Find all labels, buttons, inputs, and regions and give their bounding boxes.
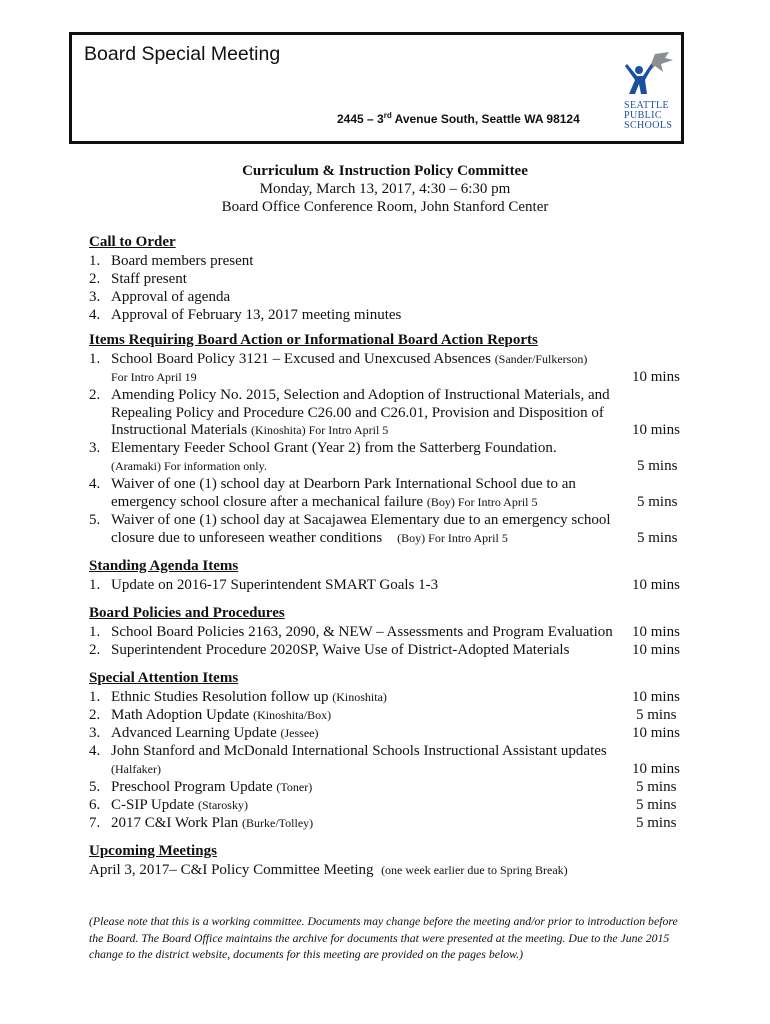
item-duration: 5 mins [636, 815, 677, 831]
item-number: 1. [89, 689, 101, 705]
logo-text-line: SCHOOLS [624, 120, 673, 131]
section-title-call-to-order: Call to Order [89, 234, 176, 250]
item-duration: 10 mins [632, 624, 680, 640]
agenda-item: School Board Policies 2163, 2090, & NEW – Assessments and Program Evaluation [111, 624, 613, 640]
agenda-item: Waiver of one (1) school day at Sacajawea Elementary due to an emergency school [111, 512, 611, 528]
agenda-item: Board members present [111, 253, 254, 269]
agenda-item: Approval of agenda [111, 289, 231, 305]
item-number: 1. [89, 351, 101, 367]
agenda-item-continuation: emergency school closure after a mechanical failure (Boy) For Intro April 5 [111, 494, 538, 510]
item-number: 6. [89, 797, 101, 813]
item-duration: 5 mins [637, 494, 678, 510]
agenda-item: C-SIP Update (Starosky) [111, 797, 248, 813]
section-title-special-attention: Special Attention Items [89, 670, 239, 686]
agenda-item: 2017 C&I Work Plan (Burke/Tolley) [111, 815, 314, 831]
item-duration: 10 mins [632, 642, 680, 658]
agenda-item: Superintendent Procedure 2020SP, Waive Use of District-Adopted Materials [111, 642, 570, 658]
meeting-info [0, 162, 770, 216]
page-title: Board Special Meeting [84, 43, 281, 65]
seattle-public-schools-logo [617, 50, 677, 130]
item-number: 2. [89, 387, 101, 403]
agenda-item: Amending Policy No. 2015, Selection and Adoption of Instructional Materials, and [111, 387, 610, 403]
item-number: 1. [89, 624, 101, 640]
item-number: 2. [89, 707, 101, 723]
item-number: 5. [89, 779, 101, 795]
agenda-item: Math Adoption Update (Kinoshita/Box) [111, 707, 332, 723]
item-duration: 5 mins [637, 458, 678, 474]
item-duration: 5 mins [637, 530, 678, 546]
item-duration: 5 mins [636, 707, 677, 723]
agenda-item-note: For Intro April 19 [111, 370, 197, 384]
agenda-item: School Board Policy 3121 – Excused and Unexcused Absences (Sander/Fulkerson) [111, 351, 588, 367]
agenda-item: Staff present [111, 271, 187, 287]
section-title-upcoming: Upcoming Meetings [89, 843, 217, 859]
agenda-item: John Stanford and McDonald International Schools Instructional Assistant updates [111, 743, 607, 759]
mascot-icon [617, 50, 677, 100]
item-number: 3. [89, 725, 101, 741]
agenda-item: Elementary Feeder School Grant (Year 2) from the Satterberg Foundation. [111, 440, 557, 456]
address: 2445 – 3rd Avenue South, Seattle WA 98124 [337, 111, 580, 126]
meeting-datetime: Monday, March 13, 2017, 4:30 – 6:30 pm [259, 181, 511, 197]
upcoming-meeting: April 3, 2017– C&I Policy Committee Meeting (one week earlier due to Spring Break) [89, 862, 568, 878]
item-duration: 10 mins [632, 689, 680, 705]
item-number: 1. [89, 577, 101, 593]
agenda-item: Advanced Learning Update (Jessee) [111, 725, 319, 741]
agenda-item: Update on 2016-17 Superintendent SMART Goals 1-3 [111, 577, 439, 593]
committee-name: Curriculum & Instruction Policy Committee [242, 163, 528, 179]
item-duration: 10 mins [632, 761, 680, 777]
item-duration: 10 mins [632, 577, 680, 593]
agenda-item: Waiver of one (1) school day at Dearborn Park International School due to an [111, 476, 576, 492]
logo-text-line: PUBLIC [624, 110, 662, 121]
meeting-location: Board Office Conference Room, John Stanford Center [221, 199, 549, 215]
item-number: 3. [89, 289, 101, 305]
section-title-policies: Board Policies and Procedures [89, 605, 285, 621]
header-box [69, 32, 684, 144]
item-number: 2. [89, 271, 101, 287]
item-duration: 10 mins [632, 422, 680, 438]
agenda-item: Approval of February 13, 2017 meeting minutes [111, 307, 402, 323]
agenda-item: Preschool Program Update (Toner) [111, 779, 313, 795]
item-duration: 5 mins [636, 779, 677, 795]
footer-note: (Please note that this is a working committee. Documents may change before the meeting and/or prior to introduction before the Board. The Board Office maintains the archive for documents that were presented at the meeting. Due to the June 2015 change to the district website, documents for this meeting are provided on the pages below.) [89, 914, 678, 961]
agenda-item: Ethnic Studies Resolution follow up (Kinoshita) [111, 689, 387, 705]
item-number: 5. [89, 512, 101, 528]
item-number: 1. [89, 253, 101, 269]
agenda-item-continuation: Repealing Policy and Procedure C26.00 and C26.01, Provision and Disposition of [111, 405, 604, 421]
item-number: 4. [89, 743, 101, 759]
item-duration: 10 mins [632, 369, 680, 385]
agenda-item-note: (Aramaki) For information only. [111, 459, 267, 473]
item-number: 4. [89, 476, 101, 492]
logo-text-line: SEATTLE [624, 100, 670, 111]
agenda-item-continuation: Instructional Materials (Kinoshita) For Intro April 5 [111, 422, 389, 438]
item-duration: 5 mins [636, 797, 677, 813]
section-title-action-items: Items Requiring Board Action or Informational Board Action Reports [89, 332, 538, 348]
item-number: 3. [89, 440, 101, 456]
agenda-item-note: (Halfaker) [111, 762, 161, 776]
section-title-standing-items: Standing Agenda Items [89, 558, 239, 574]
agenda-item-continuation: closure due to unforeseen weather conditions (Boy) For Intro April 5 [111, 530, 508, 546]
item-number: 4. [89, 307, 101, 323]
item-number: 2. [89, 642, 101, 658]
item-number: 7. [89, 815, 101, 831]
item-duration: 10 mins [632, 725, 680, 741]
